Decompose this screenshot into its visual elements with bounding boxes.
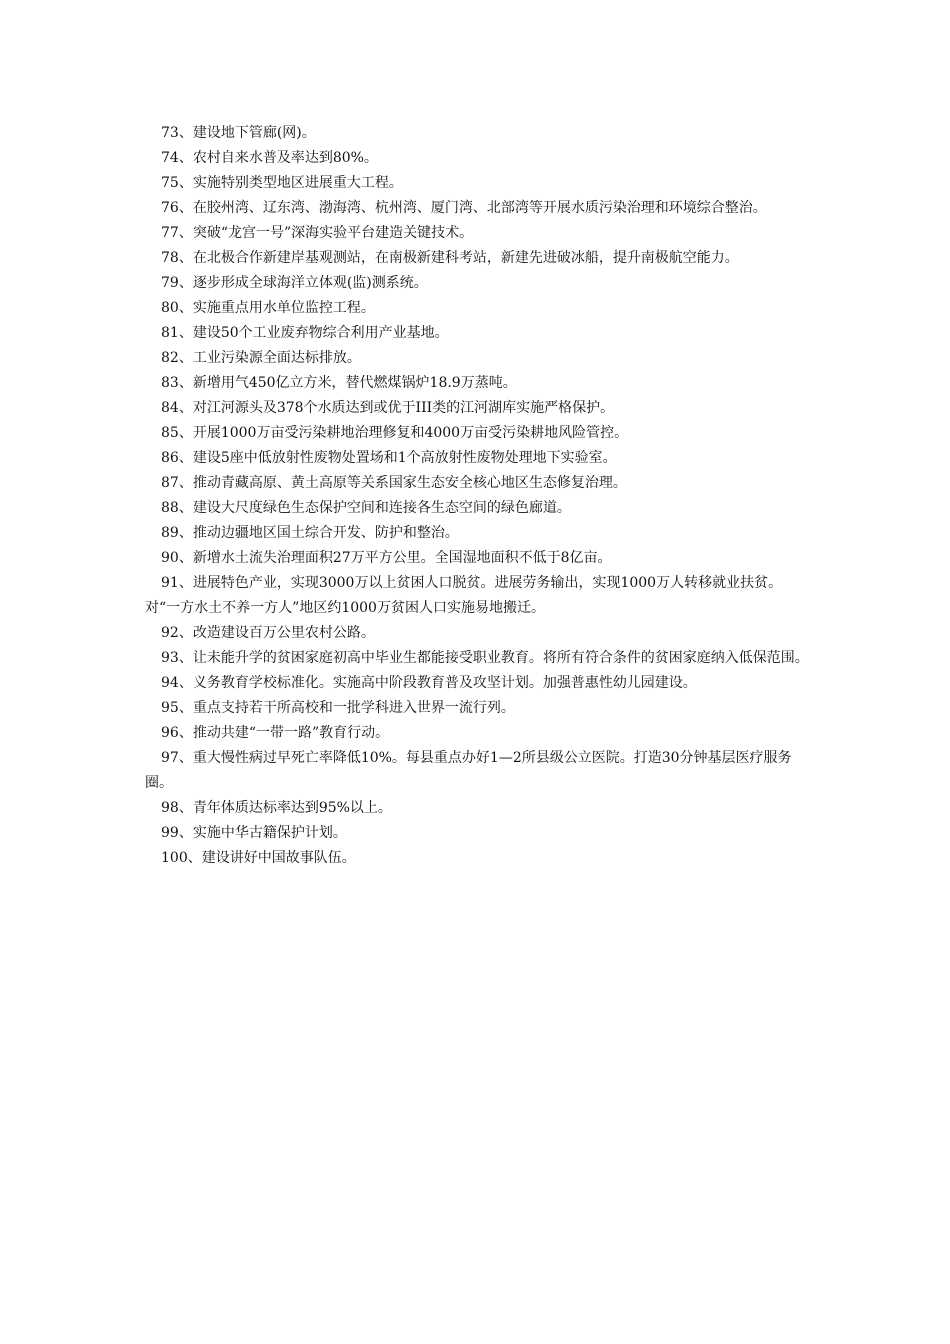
list-item: 75、实施特别类型地区进展重大工程。 (161, 175, 403, 191)
list-item: 90、新增水土流失治理面积27万平方公里。全国湿地面积不低于8亿亩。 (161, 550, 612, 566)
list-item: 79、逐步形成全球海洋立体观(监)测系统。 (161, 275, 428, 291)
list-item: 84、对江河源头及378个水质达到或优于III类的江河湖库实施严格保护。 (161, 400, 615, 416)
list-item: 92、改造建设百万公里农村公路。 (161, 625, 375, 641)
list-item: 89、推动边疆地区国土综合开发、防护和整治。 (161, 525, 459, 541)
list-item: 80、实施重点用水单位监控工程。 (161, 300, 375, 316)
list-item: 74、农村自来水普及率达到80%。 (161, 150, 378, 166)
list-item: 82、工业污染源全面达标排放。 (161, 350, 361, 366)
list-item: 87、推动青藏高原、黄土高原等关系国家生态安全核心地区生态修复治理。 (161, 475, 627, 491)
list-item: 86、建设5座中低放射性废物处置场和1个高放射性废物处理地下实验室。 (161, 450, 617, 466)
list-item: 94、义务教育学校标准化。实施高中阶段教育普及攻坚计划。加强普惠性幼儿园建设。 (161, 675, 697, 691)
document-body (145, 121, 810, 871)
list-item: 96、推动共建“一带一路”教育行动。 (161, 725, 390, 741)
list-item: 97、重大慢性病过早死亡率降低10%。每县重点办好1—2所县级公立医院。打造30分钟基层医疗服务圈。 (145, 750, 792, 791)
list-item: 88、建设大尺度绿色生态保护空间和连接各生态空间的绿色廊道。 (161, 500, 571, 516)
list-item: 93、让未能升学的贫困家庭初高中毕业生都能接受职业教育。将所有符合条件的贫困家庭纳入低保范围。 (161, 650, 809, 666)
list-item: 81、建设50个工业废弃物综合利用产业基地。 (161, 325, 449, 341)
list-item: 100、建设讲好中国故事队伍。 (161, 850, 356, 866)
list-item: 76、在胶州湾、辽东湾、渤海湾、杭州湾、厦门湾、北部湾等开展水质污染治理和环境综合整治。 (161, 200, 767, 216)
list-item: 73、建设地下管廊(网)。 (161, 125, 316, 141)
list-item: 98、青年体质达标率达到95%以上。 (161, 800, 392, 816)
list-item: 78、在北极合作新建岸基观测站，在南极新建科考站，新建先进破冰船，提升南极航空能力。 (161, 250, 739, 266)
list-item: 85、开展1000万亩受污染耕地治理修复和4000万亩受污染耕地风险管控。 (161, 425, 629, 441)
list-item: 99、实施中华古籍保护计划。 (161, 825, 347, 841)
list-item: 91、进展特色产业，实现3000万以上贫困人口脱贫。进展劳务输出，实现1000万人转移就业扶贫。对“一方水土不养一方人”地区约1000万贫困人口实施易地搬迁。 (145, 575, 783, 616)
list-item: 95、重点支持若干所高校和一批学科进入世界一流行列。 (161, 700, 515, 716)
list-item: 83、新增用气450亿立方米，替代燃煤锅炉18.9万蒸吨。 (161, 375, 517, 391)
list-item: 77、突破“龙宫一号”深海实验平台建造关键技术。 (161, 225, 474, 241)
